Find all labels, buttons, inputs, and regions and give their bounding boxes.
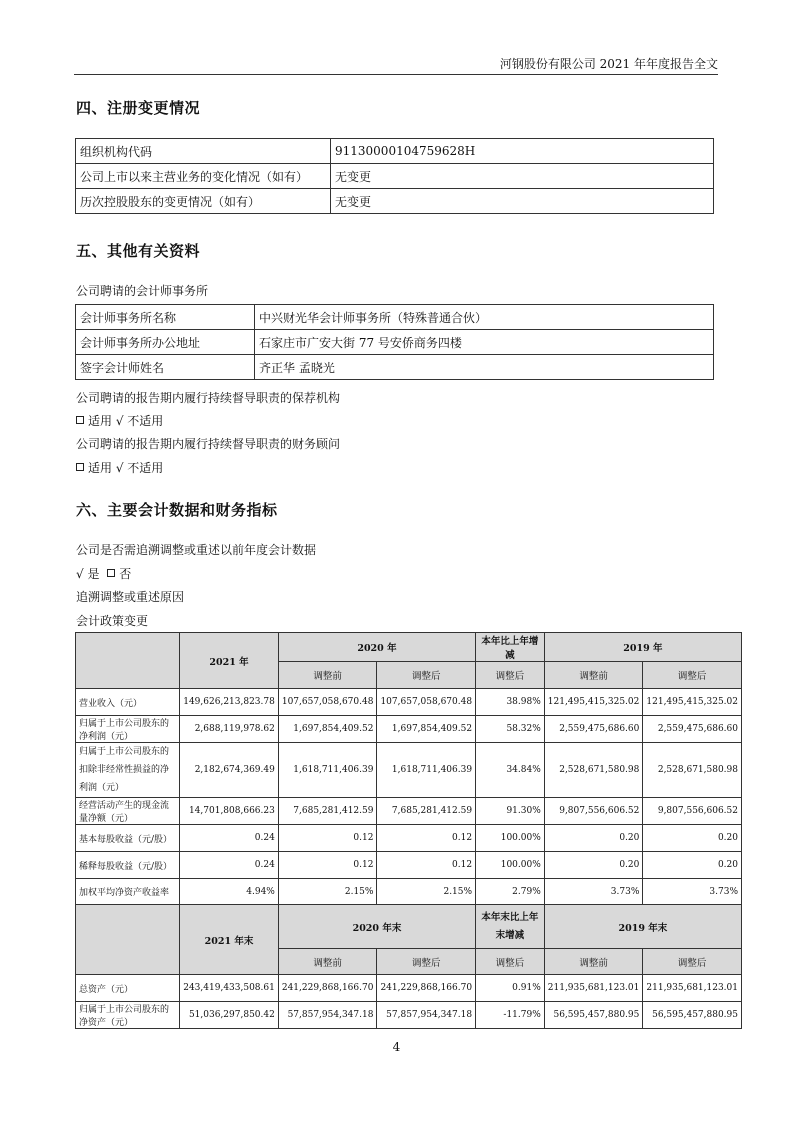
cell-2021: 0.24 [180,825,279,852]
cell-2019-after: 2,528,671,580.98 [643,743,742,798]
row-value: 无变更 [331,189,714,214]
cell-2021: 0.24 [180,852,279,879]
row-value: 91130000104759628H [331,139,714,164]
row-label: 会计师事务所名称 [76,305,255,330]
cell-change: 58.32% [476,716,545,743]
restatement-question: 公司是否需追溯调整或重述以前年度会计数据 [76,543,317,557]
table-row [76,825,742,852]
cell-2021: 2,182,674,369.49 [180,743,279,798]
header-blank [76,633,180,689]
cell-2019-after: 211,935,681,123.01 [643,975,742,1002]
header-change-after: 调整后 [476,949,545,975]
row-label: 稀释每股收益（元/股） [76,852,180,879]
section5-heading: 五、其他有关资料 [76,242,201,260]
cell-2019-before: 2,559,475,686.60 [544,716,643,743]
header-2021-end: 2021 年末 [180,905,279,975]
sponsor-title: 公司聘请的报告期内履行持续督导职责的保荐机构 [76,391,341,405]
advisor-option [76,459,163,476]
cell-change: 38.98% [476,689,545,716]
accounting-firm-table [75,304,714,380]
header-2020-before: 调整前 [278,949,377,975]
restatement-reason-label: 追溯调整或重述原因 [76,590,185,604]
header-blank [76,905,180,975]
row-label: 营业收入（元） [76,689,180,716]
header-2019-after: 调整后 [643,949,742,975]
cell-change: -11.79% [476,1002,545,1029]
row-label: 会计师事务所办公地址 [76,330,255,355]
row-value: 无变更 [331,164,714,189]
cell-2019-before: 3.73% [544,879,643,905]
advisor-option-text: 适用 √ 不适用 [88,461,164,475]
header-divider [74,74,718,75]
cell-2020-after: 107,657,058,670.48 [377,689,476,716]
cell-2021: 2,688,119,978.62 [180,716,279,743]
cell-change: 0.91% [476,975,545,1002]
cell-change: 34.84% [476,743,545,798]
header-2020: 2020 年 [278,633,475,662]
table-header-row [76,633,742,662]
header-2019-before: 调整前 [544,662,643,689]
cell-2020-after: 57,857,954,347.18 [377,1002,476,1029]
table-row [76,305,714,330]
row-label: 组织机构代码 [76,139,331,164]
cell-2019-before: 0.20 [544,852,643,879]
table-row [76,1002,742,1029]
row-label: 归属于上市公司股东的净利润（元） [76,716,180,743]
checkbox-icon [76,416,84,424]
cell-2020-after: 2.15% [377,879,476,905]
row-value: 齐正华 孟晓光 [255,355,714,380]
cell-2020-before: 241,229,868,166.70 [278,975,377,1002]
cell-2020-after: 0.12 [377,825,476,852]
header-change-after: 调整后 [476,662,545,689]
cell-2019-after: 121,495,415,325.02 [643,689,742,716]
answer-no: 否 [119,567,132,581]
table-row [76,975,742,1002]
advisor-title: 公司聘请的报告期内履行持续督导职责的财务顾问 [76,437,341,451]
row-label: 总资产（元） [76,975,180,1002]
header-2020-after: 调整后 [377,662,476,689]
accounting-firm-intro: 公司聘请的会计师事务所 [76,284,209,298]
table-row [76,798,742,825]
registration-table [75,138,714,214]
restatement-reason-value: 会计政策变更 [76,614,149,628]
checkbox-icon [76,463,84,471]
cell-2020-before: 1,618,711,406.39 [278,743,377,798]
financial-indicators-table [75,632,742,1029]
table-row [76,879,742,905]
table-row [76,852,742,879]
cell-2020-after: 1,697,854,409.52 [377,716,476,743]
cell-2019-before: 9,807,556,606.52 [544,798,643,825]
cell-2019-before: 2,528,671,580.98 [544,743,643,798]
row-label: 归属于上市公司股东的净资产（元） [76,1002,180,1029]
header-2021: 2021 年 [180,633,279,689]
cell-2020-before: 2.15% [278,879,377,905]
cell-2019-before: 56,595,457,880.95 [544,1002,643,1029]
checkbox-icon [107,569,115,577]
cell-2019-after: 0.20 [643,825,742,852]
header-2020-before: 调整前 [278,662,377,689]
page-number: 4 [392,1040,401,1054]
cell-2019-after: 3.73% [643,879,742,905]
cell-change: 100.00% [476,825,545,852]
report-header-title: 河钢股份有限公司 2021 年年度报告全文 [499,57,718,71]
cell-2020-before: 57,857,954,347.18 [278,1002,377,1029]
cell-2021: 243,419,433,508.61 [180,975,279,1002]
row-label: 公司上市以来主营业务的变化情况（如有） [76,164,331,189]
row-label: 归属于上市公司股东的扣除非经常性损益的净利润（元） [76,743,180,798]
header-2019-before: 调整前 [544,949,643,975]
table-row [76,164,714,189]
table-row [76,330,714,355]
cell-2020-after: 0.12 [377,852,476,879]
cell-2019-after: 9,807,556,606.52 [643,798,742,825]
sponsor-option-text: 适用 √ 不适用 [88,414,164,428]
row-value: 中兴财光华会计师事务所（特殊普通合伙） [255,305,714,330]
cell-2020-before: 0.12 [278,852,377,879]
cell-2020-before: 7,685,281,412.59 [278,798,377,825]
table-row [76,743,742,798]
cell-change: 2.79% [476,879,545,905]
restatement-answer [76,565,131,582]
cell-2019-before: 121,495,415,325.02 [544,689,643,716]
cell-change: 91.30% [476,798,545,825]
row-label: 基本每股收益（元/股） [76,825,180,852]
cell-2021: 51,036,297,850.42 [180,1002,279,1029]
row-value: 石家庄市广安大街 77 号安侨商务四楼 [255,330,714,355]
cell-2019-before: 0.20 [544,825,643,852]
cell-2019-after: 56,595,457,880.95 [643,1002,742,1029]
header-2020-end: 2020 年末 [278,905,475,949]
table-row [76,716,742,743]
row-label: 加权平均净资产收益率 [76,879,180,905]
cell-2021: 4.94% [180,879,279,905]
answer-yes: √ 是 [76,567,100,581]
table-row [76,189,714,214]
cell-2020-after: 1,618,711,406.39 [377,743,476,798]
table-header-row [76,905,742,949]
cell-2021: 14,701,808,666.23 [180,798,279,825]
header-2019-end: 2019 年末 [544,905,741,949]
header-2020-after: 调整后 [377,949,476,975]
header-change: 本年比上年增减 [476,633,545,662]
cell-2020-after: 7,685,281,412.59 [377,798,476,825]
row-label: 签字会计师姓名 [76,355,255,380]
cell-2020-before: 0.12 [278,825,377,852]
table-row [76,139,714,164]
row-label: 经营活动产生的现金流量净额（元） [76,798,180,825]
section6-heading: 六、主要会计数据和财务指标 [76,501,278,519]
cell-change: 100.00% [476,852,545,879]
cell-2020-before: 107,657,058,670.48 [278,689,377,716]
section4-heading: 四、注册变更情况 [76,99,201,117]
cell-2019-after: 0.20 [643,852,742,879]
cell-2019-after: 2,559,475,686.60 [643,716,742,743]
row-label: 历次控股股东的变更情况（如有） [76,189,331,214]
sponsor-option [76,412,163,429]
cell-2020-after: 241,229,868,166.70 [377,975,476,1002]
table-row [76,355,714,380]
cell-2019-before: 211,935,681,123.01 [544,975,643,1002]
table-row [76,689,742,716]
header-change-end: 本年末比上年末增减 [476,905,545,949]
header-2019-after: 调整后 [643,662,742,689]
cell-2021: 149,626,213,823.78 [180,689,279,716]
header-2019: 2019 年 [544,633,741,662]
cell-2020-before: 1,697,854,409.52 [278,716,377,743]
